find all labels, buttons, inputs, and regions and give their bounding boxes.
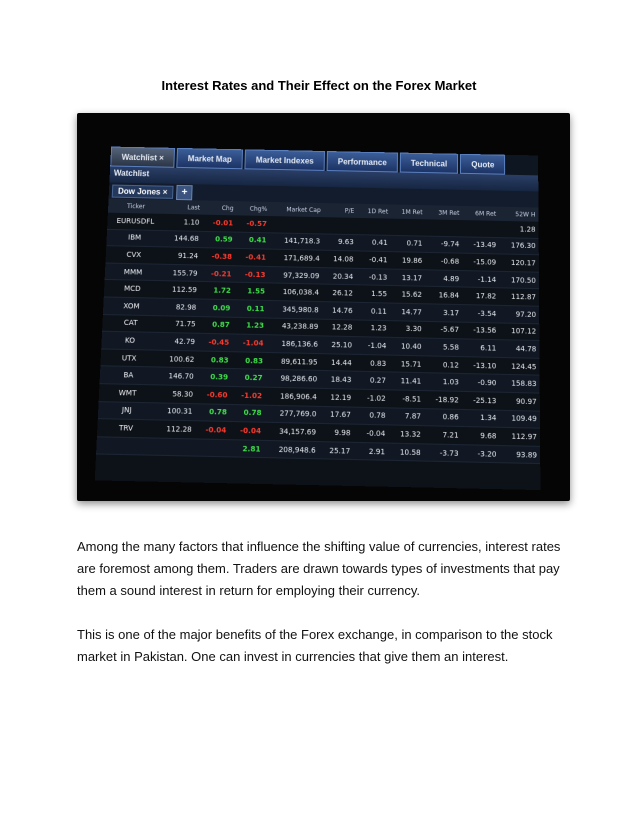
tab-quote[interactable]: Quote	[460, 154, 505, 175]
cell-ticker: CAT	[102, 314, 159, 332]
cell-pe: 14.08	[323, 250, 357, 268]
cell-market-cap: 277,769.0	[264, 405, 319, 424]
cell-pe: 14.76	[322, 302, 356, 320]
cell-6m-ret: -13.10	[462, 356, 500, 374]
cell-6m-ret: -1.14	[462, 270, 499, 288]
tab-market-map[interactable]: Market Map	[176, 148, 243, 169]
cell-market-cap: 345,980.8	[267, 300, 322, 318]
cell-last: 71.75	[159, 315, 199, 333]
cell-market-cap: 106,038.4	[268, 283, 323, 301]
cell-last: 112.28	[154, 420, 195, 439]
col-pe[interactable]: P/E	[324, 203, 358, 218]
cell-chg: 0.59	[202, 231, 236, 249]
cell-1d-ret	[357, 218, 391, 235]
cell-52w-high: 93.89	[500, 445, 541, 464]
cell-chg-pct: 0.11	[233, 300, 268, 318]
cell-3m-ret: 3.17	[425, 304, 462, 322]
cell-last: 155.79	[161, 264, 201, 282]
cell-pe: 17.67	[319, 406, 354, 424]
cell-chg: -0.60	[196, 386, 231, 404]
cell-52w-high: 90.97	[500, 392, 540, 410]
cell-chg-pct: -0.13	[234, 266, 268, 284]
cell-market-cap: 208,948.6	[263, 440, 319, 459]
cell-6m-ret	[462, 220, 499, 237]
cell-chg: 0.78	[195, 403, 230, 421]
cell-3m-ret: 1.03	[424, 373, 462, 391]
cell-chg: 0.87	[198, 316, 233, 334]
cell-market-cap: 34,157.69	[264, 422, 320, 441]
cell-1m-ret: 15.62	[390, 286, 425, 304]
col-last[interactable]: Last	[164, 200, 204, 215]
cell-chg-pct: 0.27	[231, 369, 266, 387]
cell-52w-high: 44.78	[499, 340, 539, 358]
tab-market-indexes[interactable]: Market Indexes	[245, 149, 325, 171]
col-chg-pct[interactable]: Chg%	[236, 201, 270, 216]
cell-52w-high: 158.83	[499, 375, 539, 393]
cell-chg	[194, 439, 229, 458]
cell-1d-ret: 0.41	[357, 234, 391, 252]
cell-ticker: TRV	[97, 419, 155, 438]
col-chg[interactable]: Chg	[203, 201, 237, 216]
cell-chg-pct: 0.78	[230, 404, 265, 422]
cell-market-cap: 97,329.09	[268, 266, 322, 284]
cell-1d-ret: -0.41	[356, 251, 390, 269]
cell-chg-pct: 1.55	[234, 283, 269, 301]
cell-3m-ret: 0.86	[424, 408, 462, 426]
cell-1m-ret	[391, 219, 426, 236]
cell-pe: 25.10	[321, 336, 355, 354]
cell-1d-ret: 0.83	[355, 354, 390, 372]
cell-3m-ret: -3.73	[424, 444, 462, 463]
cell-last: 100.31	[155, 402, 196, 421]
cell-last: 146.70	[156, 367, 197, 385]
cell-1m-ret: 11.41	[389, 372, 424, 390]
cell-6m-ret: -13.56	[462, 322, 499, 340]
cell-market-cap: 98,286.60	[265, 370, 320, 389]
cell-6m-ret: 1.34	[462, 409, 500, 427]
cell-pe: 9.98	[319, 424, 354, 442]
tab-dow-jones[interactable]: Dow Jones ×	[112, 184, 174, 198]
document-title: Interest Rates and Their Effect on the Forex Market	[161, 78, 477, 93]
cell-6m-ret: 17.82	[462, 287, 499, 305]
cell-1m-ret: 13.32	[388, 425, 424, 444]
cell-ticker: IBM	[106, 229, 163, 247]
cell-6m-ret: -3.54	[462, 305, 499, 323]
cell-pe: 14.44	[320, 353, 354, 371]
cell-1m-ret: -8.51	[389, 390, 425, 408]
cell-chg: -0.38	[201, 248, 235, 266]
cell-ticker: MCD	[104, 280, 161, 298]
tab-performance[interactable]: Performance	[327, 151, 398, 172]
cell-chg: -0.01	[202, 215, 236, 232]
cell-ticker: CVX	[105, 246, 162, 264]
cell-chg-pct: 1.23	[233, 317, 268, 335]
cell-6m-ret: -25.13	[462, 391, 500, 409]
cell-market-cap: 186,136.6	[266, 335, 321, 354]
col-market-cap[interactable]: Market Cap	[270, 202, 324, 217]
cell-chg-pct: 0.83	[231, 351, 266, 369]
cell-market-cap	[270, 216, 324, 233]
add-tab-button[interactable]: +	[176, 184, 193, 199]
cell-ticker: KO	[101, 331, 158, 350]
cell-chg: -0.45	[198, 333, 233, 351]
cell-last	[153, 438, 194, 457]
cell-3m-ret: 5.58	[425, 338, 462, 356]
cell-3m-ret: -0.68	[425, 253, 462, 271]
cell-pe	[323, 217, 357, 234]
cell-last: 144.68	[162, 230, 202, 248]
cell-1m-ret: 3.30	[390, 320, 425, 338]
cell-chg-pct: -1.02	[230, 386, 265, 404]
cell-ticker: BA	[100, 366, 158, 385]
watchlist-title: Watchlist	[109, 166, 538, 191]
cell-52w-high: 120.17	[499, 254, 539, 272]
cell-last: 42.79	[158, 333, 199, 351]
cell-52w-high: 107.12	[499, 323, 539, 341]
trading-screen	[95, 147, 541, 491]
cell-chg: -0.04	[195, 421, 230, 439]
cell-pe: 12.28	[321, 319, 355, 337]
col-3m-ret[interactable]: 3M Ret	[426, 205, 463, 220]
tab-watchlist[interactable]: Watchlist ×	[110, 147, 175, 168]
trading-screen-photo	[77, 113, 570, 501]
paragraph-forex-benefits: This is one of the major benefits of the Forex exchange, in comparison to the stock market in Pakistan. One can invest in currencies that give them an interest.	[77, 627, 553, 664]
col-52w-high[interactable]: 52W H	[499, 207, 538, 222]
cell-1d-ret: 0.27	[354, 372, 389, 390]
cell-last: 91.24	[161, 247, 201, 265]
cell-ticker	[96, 436, 154, 455]
cell-3m-ret: 7.21	[424, 426, 462, 445]
cell-1d-ret: -0.13	[356, 268, 390, 286]
cell-1d-ret: -0.04	[353, 424, 388, 442]
cell-1d-ret: 2.91	[353, 442, 388, 461]
cell-6m-ret: 9.68	[462, 427, 500, 446]
cell-1d-ret: 0.11	[356, 302, 390, 320]
cell-1d-ret: 1.55	[356, 285, 390, 303]
cell-6m-ret: 6.11	[462, 339, 499, 357]
cell-pe: 20.34	[322, 267, 356, 285]
cell-ticker: EURUSDFL	[107, 213, 163, 230]
cell-52w-high: 124.45	[499, 357, 539, 375]
cell-6m-ret: -15.09	[462, 253, 499, 271]
cell-52w-high: 112.97	[500, 427, 541, 446]
cell-1m-ret: 13.17	[390, 269, 425, 287]
cell-52w-high: 97.20	[499, 305, 539, 323]
cell-3m-ret: -18.92	[424, 391, 462, 409]
cell-52w-high: 1.28	[499, 221, 538, 238]
cell-1d-ret: 1.23	[355, 319, 390, 337]
cell-6m-ret: -13.49	[462, 236, 499, 254]
cell-1m-ret: 0.71	[391, 235, 426, 253]
cell-1m-ret: 15.71	[389, 355, 424, 373]
paragraph-interest-rates: Among the many factors that influence the shifting value of currencies, interest rates are foremost among them. Traders are drawn towards types of investments that pay them a sound interest in return for employing their currency.	[77, 539, 561, 598]
cell-chg-pct: 0.41	[235, 232, 269, 250]
cell-1d-ret: -1.04	[355, 337, 390, 355]
cell-chg-pct: -1.04	[232, 334, 267, 352]
cell-pe: 18.43	[320, 371, 355, 389]
cell-ticker: JNJ	[98, 401, 156, 420]
cell-ticker: UTX	[100, 349, 157, 368]
cell-market-cap: 141,718.3	[269, 232, 323, 250]
cell-chg: -0.21	[200, 265, 235, 283]
cell-1m-ret: 10.58	[388, 443, 424, 462]
cell-pe: 9.63	[323, 234, 357, 252]
cell-market-cap: 43,238.89	[267, 318, 322, 336]
cell-market-cap: 171,689.4	[269, 249, 323, 267]
cell-1m-ret: 19.86	[390, 252, 425, 270]
cell-chg-pct: -0.41	[235, 249, 269, 267]
cell-market-cap: 186,906.4	[265, 387, 320, 406]
cell-pe: 12.19	[320, 388, 355, 406]
cell-52w-high: 170.50	[499, 271, 539, 289]
col-ticker[interactable]: Ticker	[108, 199, 164, 214]
cell-1m-ret: 7.87	[389, 407, 425, 425]
cell-1m-ret: 14.77	[390, 303, 425, 321]
cell-market-cap: 89,611.95	[266, 352, 321, 371]
cell-52w-high: 176.30	[499, 237, 539, 255]
cell-ticker: XOM	[103, 297, 160, 315]
cell-last: 1.10	[163, 214, 203, 231]
col-1m-ret[interactable]: 1M Ret	[391, 204, 426, 219]
cell-last: 82.98	[159, 298, 199, 316]
cell-3m-ret: 0.12	[424, 356, 462, 374]
cell-last: 112.59	[160, 281, 200, 299]
cell-chg: 0.83	[197, 351, 232, 369]
cell-3m-ret	[425, 219, 462, 236]
cell-52w-high: 109.49	[500, 410, 540, 429]
cell-chg: 0.39	[196, 368, 231, 386]
cell-3m-ret: -9.74	[425, 236, 462, 254]
cell-last: 58.30	[156, 385, 197, 403]
cell-chg: 0.09	[199, 299, 234, 317]
cell-ticker: WMT	[99, 384, 157, 403]
cell-52w-high: 112.87	[499, 288, 539, 306]
cell-chg: 1.72	[200, 282, 235, 300]
cell-chg-pct: -0.57	[236, 215, 270, 232]
tab-technical[interactable]: Technical	[400, 153, 459, 174]
cell-chg-pct: 2.81	[229, 439, 264, 458]
cell-1d-ret: -1.02	[354, 389, 389, 407]
col-1d-ret[interactable]: 1D Ret	[357, 204, 391, 219]
cell-pe: 25.17	[319, 441, 354, 460]
cell-3m-ret: 4.89	[425, 270, 462, 288]
cell-1d-ret: 0.78	[354, 407, 389, 425]
cell-ticker: MMM	[105, 263, 162, 281]
cell-last: 100.62	[157, 350, 198, 368]
cell-pe: 26.12	[322, 284, 356, 302]
col-6m-ret[interactable]: 6M Ret	[462, 206, 499, 221]
cell-3m-ret: -5.67	[425, 321, 462, 339]
cell-6m-ret: -3.20	[462, 444, 500, 463]
quotes-table	[96, 199, 540, 465]
cell-6m-ret: -0.90	[462, 374, 500, 392]
cell-chg-pct: -0.04	[229, 422, 264, 440]
cell-1m-ret: 10.40	[389, 337, 424, 355]
cell-3m-ret: 16.84	[425, 287, 462, 305]
